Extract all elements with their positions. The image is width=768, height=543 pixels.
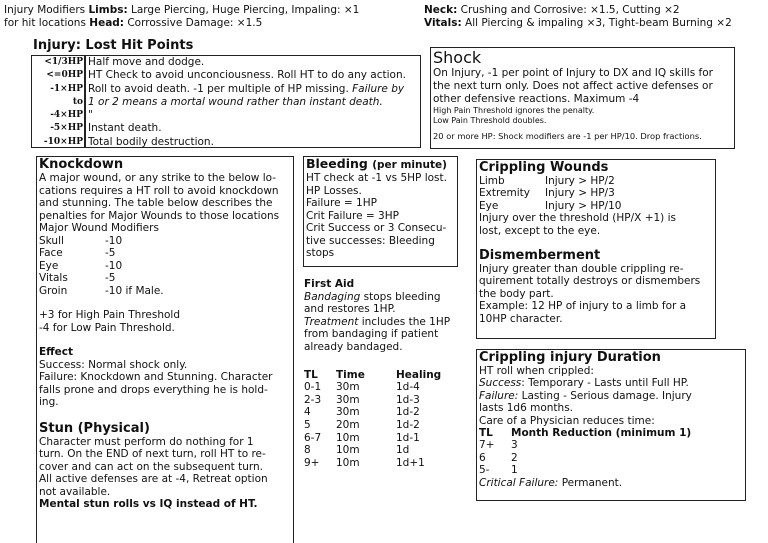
shock-note: 20 or more HP: Shock modifiers are -1 per HP/10. Drop fractions. (433, 131, 702, 141)
vitals-value: All Piercing & impaling ×3, Tight-beam Burning ×2 (465, 17, 732, 29)
part-cell: Extremity (479, 187, 530, 200)
table-row (39, 235, 164, 248)
bleeding-text: Failure = 1HP (306, 197, 377, 209)
healing-cell: 1d-2 (396, 418, 420, 431)
tl-cell: 9+ (304, 456, 320, 469)
bleeding-text: HP Losses. (306, 184, 362, 197)
threshold-cell: Injury > HP/2 (545, 175, 615, 187)
injury-level: -10×HP (43, 136, 83, 147)
modifiers-head-line (4, 17, 262, 30)
dismemberment-title: Dismemberment (479, 248, 601, 264)
duration-text: HT roll when crippled: (479, 365, 594, 377)
table-row (479, 452, 691, 464)
limbs-label: Limbs: (88, 4, 128, 16)
tl-cell: 7+ (479, 439, 495, 452)
success-text: : Temporary - Lasts until Full HP. (521, 377, 689, 390)
bleeding-text: tive successes: Bleeding (306, 234, 435, 247)
crippling-wounds-box (476, 159, 716, 339)
time-cell: 10m (336, 444, 360, 457)
reduction-cell: 1 (511, 464, 518, 477)
healing-cell: 1d (396, 444, 410, 457)
limbs-value: Large Piercing, Huge Piercing, Impaling: ×1 (131, 4, 360, 16)
table-row (304, 444, 441, 457)
knockdown-title: Knockdown (39, 157, 124, 172)
success-label: Success (479, 377, 522, 390)
shock-text: On Injury, -1 per point of Injury to DX and IQ skills for (433, 67, 713, 79)
injury-effect-text: Roll to avoid death. -1 per multiple of HP missing. (88, 82, 349, 95)
bleeding-text: Crit Failure = 3HP (306, 209, 399, 222)
location-cell: Eye (39, 259, 59, 272)
time-cell: 30m (336, 381, 360, 394)
bandaging-text: stops bleeding (363, 290, 441, 303)
first-aid-title: First Aid (304, 278, 355, 290)
threshold-cell: Injury > HP/3 (545, 187, 615, 200)
first-aid-text: already bandaged. (304, 340, 403, 353)
injury-level: <=0HP (46, 70, 83, 81)
first-aid-text: and restores 1HP. (304, 303, 396, 316)
duration-text (479, 390, 743, 402)
pain-high: +3 for High Pain Threshold (39, 309, 181, 321)
dismemberment-text: quirement totally destroys or dismembers (479, 275, 701, 288)
vitals-label: Vitals: (424, 17, 462, 29)
shock-text: the next turn only. Does not affect active defenses or (433, 80, 713, 92)
treatment-text: includes the 1HP (361, 315, 451, 328)
healing-cell: 1d-4 (396, 381, 420, 394)
duration-text (479, 377, 743, 389)
location-cell: Vitals (39, 272, 68, 284)
table-row (39, 272, 164, 285)
head-value: Corrossive Damage: ×1.5 (127, 17, 263, 29)
table-header-row (479, 427, 691, 439)
location-cell: Groin (39, 284, 68, 297)
injury-level: -5×HP (50, 123, 83, 134)
table-row (39, 260, 164, 273)
tl-cell: 6 (479, 451, 486, 464)
modifiers-label: Injury Modifiers (4, 4, 86, 16)
dismemberment-text: Injury greater than double crippling re- (479, 263, 684, 276)
table-header-row (304, 369, 441, 382)
stun-text: All active defenses are at -4, Retreat option (39, 473, 268, 485)
crippling-text: Injury over the threshold (HP/X +1) is (479, 212, 676, 225)
injury-effect: Half move and dodge. (88, 56, 205, 68)
effect-text: Failure: Knockdown and Stunning. Character (39, 371, 273, 383)
effect-title: Effect (39, 346, 74, 358)
knockdown-text: A major wound, or any strike to the below lo- (39, 172, 277, 184)
threshold-cell: Injury > HP/10 (545, 199, 622, 212)
time-cell: 20m (336, 418, 360, 431)
part-cell: Eye (479, 199, 499, 212)
modifier-cell: -10 (105, 234, 123, 247)
bleeding-title (306, 157, 455, 172)
first-aid-text: from bandaging if patient (304, 328, 439, 341)
stun-title: Stun (Physical) (39, 420, 150, 436)
injury-level: -4×HP (50, 110, 83, 121)
hit-locations-label: for hit locations (4, 17, 86, 29)
table-row (304, 457, 441, 470)
table-row (479, 187, 621, 199)
bleeding-box (303, 156, 458, 267)
table-row (39, 285, 164, 298)
part-cell: Limb (479, 175, 505, 187)
injury-title: Injury: Lost Hit Points (33, 38, 194, 53)
column-header: Month Reduction (minimum 1) (511, 427, 692, 440)
injury-effect (88, 83, 420, 96)
injury-effect: HT Check to avoid unconciousness. Roll HT to do any action. (88, 69, 406, 82)
healing-cell: 1d-1 (396, 431, 420, 444)
modifiers-vitals-line (424, 17, 732, 30)
stun-text: not available. (39, 485, 111, 498)
first-aid-text (304, 291, 464, 304)
failure-text: Lasting - Serious damage. Injury (521, 389, 692, 402)
injury-effect: 1 or 2 means a mortal wound rather than instant death. (88, 95, 383, 108)
crippling-table (479, 175, 621, 212)
duration-title: Crippling injury Duration (479, 350, 661, 365)
column-header: Healing (396, 368, 442, 381)
major-wound-table (39, 235, 164, 298)
crippling-text: lost, except to the eye. (479, 224, 601, 237)
knockdown-text: and stunning. The table below describes the (39, 197, 273, 209)
injury-effect: Instant death. (88, 122, 162, 135)
tl-cell: 6-7 (304, 431, 322, 444)
injury-level: <1/3HP (44, 57, 83, 67)
bleeding-title-text: Bleeding (306, 157, 368, 171)
reduction-table (479, 427, 691, 477)
failure-label: Failure: (479, 389, 519, 402)
knockdown-text: Major Wound Modifiers (39, 222, 159, 234)
neck-value: Crushing and Corrosive: ×1.5, Cutting ×2 (460, 4, 680, 16)
effect-text: falls prone and drops everything he is hold- (39, 383, 268, 396)
duration-text: Care of a Physician reduces time: (479, 414, 655, 427)
healing-table (304, 369, 441, 470)
tl-cell: 4 (304, 406, 311, 419)
table-row (304, 394, 441, 407)
shock-box (430, 47, 735, 149)
bleeding-title-paren: (per minute) (372, 159, 447, 171)
effect-text: ing. (39, 396, 59, 408)
bleeding-text: Crit Success or 3 Consecu- (306, 222, 447, 234)
table-row (479, 439, 691, 451)
time-cell: 30m (336, 406, 360, 419)
time-cell: 30m (336, 393, 360, 406)
injury-effect: Total bodily destruction. (88, 135, 214, 148)
table-row (479, 200, 621, 212)
column-header: Time (336, 368, 365, 381)
duration-text: lasts 1d6 months. (479, 402, 573, 415)
table-row (304, 432, 441, 445)
crippling-title: Crippling Wounds (479, 160, 609, 175)
injury-effect-italic: Failure by (352, 82, 405, 95)
table-row (304, 381, 441, 394)
time-cell: 10m (336, 431, 360, 444)
knockdown-box (36, 156, 294, 543)
location-cell: Skull (39, 234, 64, 247)
first-aid-text (304, 316, 464, 329)
knockdown-text: penalties for Major Wounds to those locations (39, 209, 280, 222)
duration-text (479, 477, 743, 489)
modifier-cell: -5 (105, 272, 116, 284)
bleeding-text: HT check at -1 vs 5HP lost. (306, 172, 447, 184)
reduction-cell: 2 (511, 451, 518, 464)
shock-note: High Pain Threshold ignores the penalty. (433, 106, 595, 115)
shock-text: other defensive reactions. Maximum -4 (433, 93, 640, 105)
modifier-cell: -10 if Male. (105, 284, 164, 297)
pain-low: -4 for Low Pain Threshold. (39, 321, 175, 334)
critical-failure-label: Critical Failure: (479, 476, 559, 489)
injury-effect: " (88, 109, 93, 122)
injury-level: -1×HP (50, 83, 83, 94)
table-row (479, 464, 691, 476)
tl-cell: 8 (304, 444, 311, 457)
injury-effects (85, 55, 421, 148)
table-row (304, 406, 441, 419)
tl-cell: 5 (304, 418, 311, 431)
time-cell: 10m (336, 456, 360, 469)
head-label: Head: (89, 17, 124, 29)
healing-cell: 1d-3 (396, 393, 420, 406)
neck-label: Neck: (424, 4, 458, 16)
tl-cell: 5- (479, 464, 490, 477)
dismemberment-text: the body part. (479, 287, 554, 300)
tl-cell: 0-1 (304, 381, 322, 394)
stun-mental: Mental stun rolls vs IQ instead of HT. (39, 498, 258, 510)
treatment-label: Treatment (304, 315, 359, 328)
column-header: TL (304, 368, 318, 381)
stun-text: Character must perform do nothing for 1 (39, 435, 254, 448)
injury-level-column (31, 55, 85, 148)
tl-cell: 2-3 (304, 393, 322, 406)
table-row (39, 247, 164, 260)
location-cell: Face (39, 247, 63, 259)
effect-text: Success: Normal shock only. (39, 358, 188, 371)
healing-cell: 1d-2 (396, 406, 420, 419)
table-row (479, 175, 621, 187)
bleeding-text: stops (306, 247, 335, 259)
column-header: TL (479, 427, 493, 440)
injury-level-list (32, 56, 84, 149)
stun-text: turn. On the END of next turn, roll HT to re- (39, 448, 266, 460)
modifier-cell: -5 (105, 247, 116, 259)
dismemberment-text: 10HP character. (479, 312, 563, 325)
knockdown-text: cations requires a HT roll to avoid knockdown (39, 184, 279, 197)
modifier-cell: -10 (105, 259, 123, 272)
crippling-duration-box (476, 349, 746, 501)
bandaging-label: Bandaging (304, 290, 361, 303)
healing-cell: 1d+1 (396, 456, 425, 469)
table-row (304, 419, 441, 432)
injury-level: to (72, 96, 83, 107)
first-aid-section (304, 278, 464, 469)
modifiers-neck-line (424, 4, 680, 17)
reduction-cell: 3 (511, 439, 518, 452)
modifiers-limbs-line (4, 4, 359, 17)
stun-text: cover and can act on the subsequent turn. (39, 460, 263, 473)
shock-title: Shock (433, 48, 482, 67)
dismemberment-text: Example: 12 HP of injury to a limb for a (479, 300, 687, 313)
shock-note: Low Pain Threshold doubles. (433, 116, 547, 125)
critical-failure-text: Permanent. (561, 476, 623, 489)
